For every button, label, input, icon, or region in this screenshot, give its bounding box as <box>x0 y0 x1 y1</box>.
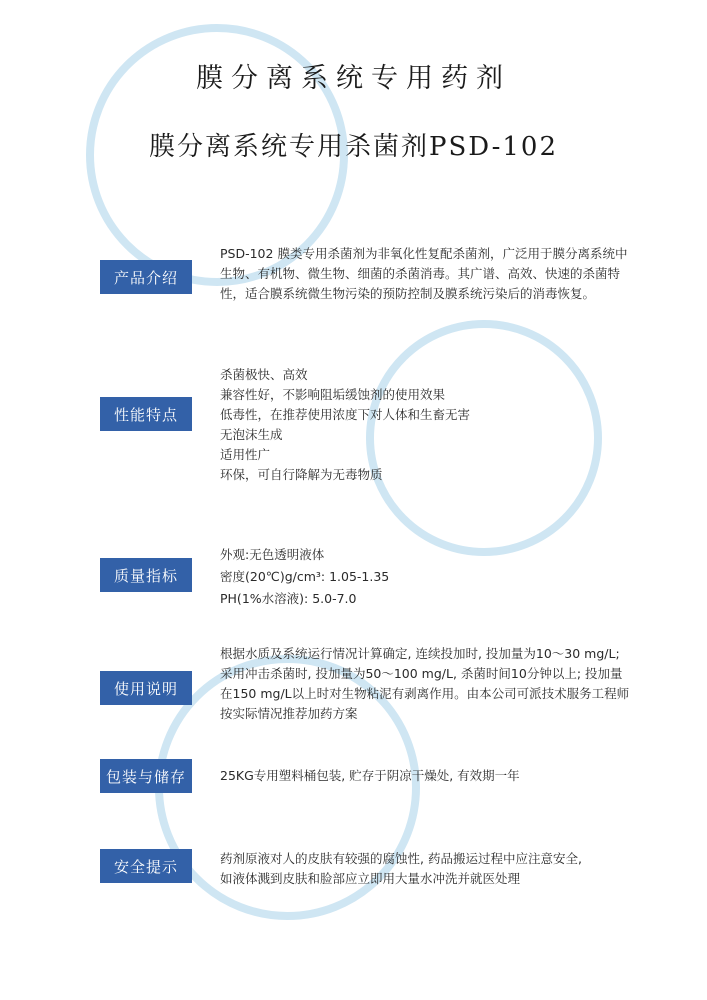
content-line: 兼容性好，不影响阻垢缓蚀剂的使用效果 <box>220 387 446 402</box>
section-label-packaging: 包装与储存 <box>100 759 192 793</box>
section-content-features <box>220 365 650 485</box>
content-line: 性，适合膜系统微生物污染的预防控制及膜系统污染后的消毒恢复。 <box>220 286 596 301</box>
content-line: 如液体溅到皮肤和脸部应立即用大量水冲洗并就医处理 <box>220 871 521 886</box>
content-line: 杀菌极快、高效 <box>220 367 308 382</box>
content-line: 采用冲击杀菌时, 投加量为50～100 mg/L, 杀菌时间10分钟以上; 投加量 <box>220 666 623 681</box>
content-line: 无泡沫生成 <box>220 427 283 442</box>
section-label-quality: 质量指标 <box>100 558 192 592</box>
content-line: 按实际情况推荐加药方案 <box>220 706 358 721</box>
section-content-packaging <box>220 766 650 786</box>
section-content-usage <box>220 644 650 724</box>
content-line: 低毒性，在推荐使用浓度下对人体和生畜无害 <box>220 407 471 422</box>
content-line: 环保，可自行降解为无毒物质 <box>220 467 383 482</box>
content-line: 在150 mg/L以上时对生物粘泥有剥离作用。由本公司可派技术服务工程师 <box>220 686 630 701</box>
section-label-safety: 安全提示 <box>100 849 192 883</box>
content-line: 生物、有机物、微生物、细菌的杀菌消毒。其广谱、高效、快速的杀菌特 <box>220 266 621 281</box>
section-label-intro: 产品介绍 <box>100 260 192 294</box>
content-line: 根据水质及系统运行情况计算确定, 连续投加时, 投加量为10～30 mg/L; <box>220 646 620 661</box>
section-content-quality <box>220 544 650 610</box>
content-line: PH(1%水溶液): 5.0-7.0 <box>220 591 357 606</box>
page-subtitle: 膜分离系统专用杀菌剂PSD-102 <box>148 132 559 162</box>
content-line: 适用性广 <box>220 447 271 462</box>
content-line: 药剂原液对人的皮肤有较强的腐蚀性, 药品搬运过程中应注意安全, <box>220 851 582 866</box>
section-content-safety <box>220 849 650 889</box>
content-line: PSD-102 膜类专用杀菌剂为非氧化性复配杀菌剂，广泛用于膜分离系统中 <box>220 246 628 261</box>
section-label-features: 性能特点 <box>100 397 192 431</box>
section-content-intro <box>220 244 650 304</box>
section-label-usage: 使用说明 <box>100 671 192 705</box>
content-line: 外观:无色透明液体 <box>220 547 325 562</box>
content-line: 密度(20℃)g/cm³: 1.05-1.35 <box>220 569 390 584</box>
page-title: 膜分离系统专用药剂 <box>196 63 511 94</box>
content-line: 25KG专用塑料桶包装, 贮存于阴凉干燥处, 有效期一年 <box>220 768 520 783</box>
